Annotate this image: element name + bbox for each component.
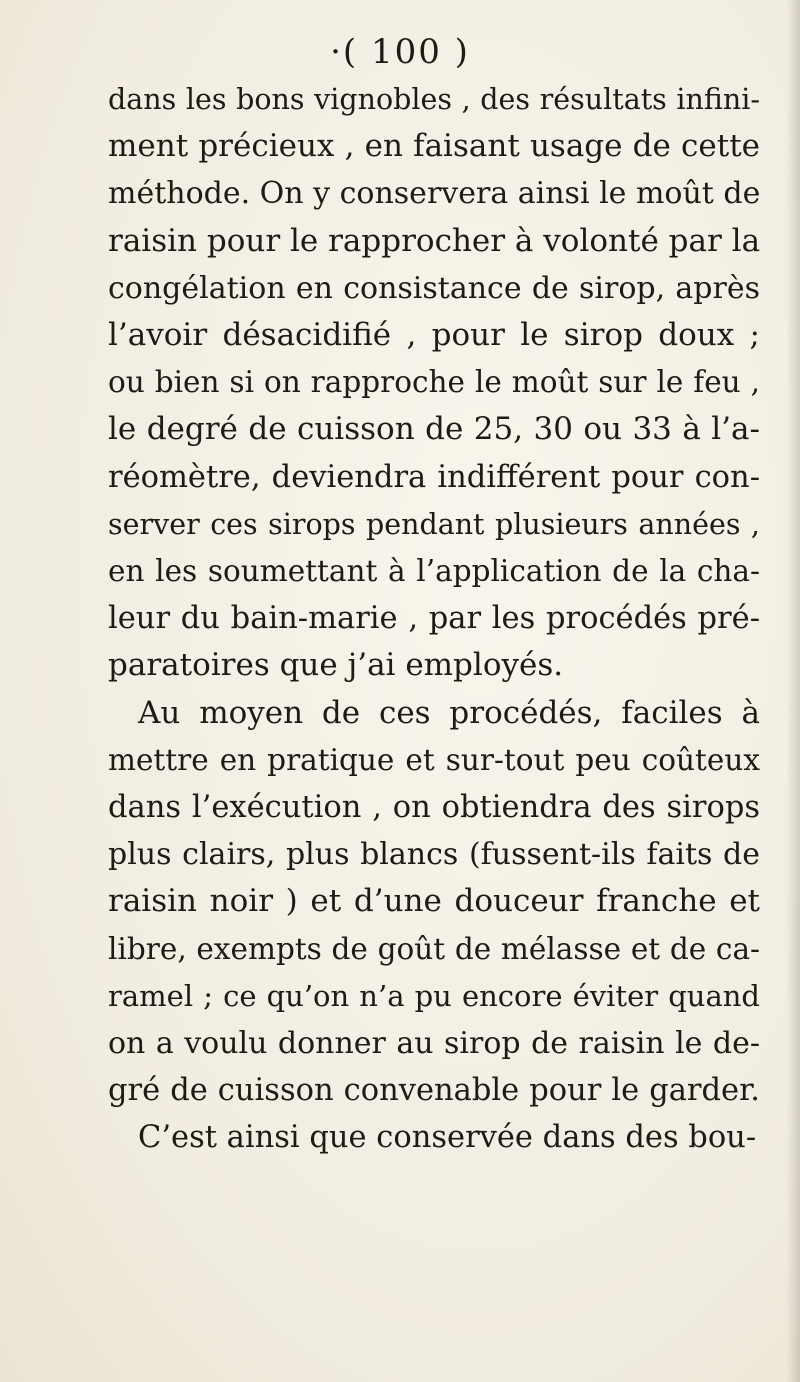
text-line: réomètre, deviendra indifférent pour con- xyxy=(108,459,760,495)
text-line: ment précieux , en faisant usage de cette xyxy=(108,128,760,165)
text-line: dans les bons vignobles , des résultats infini- xyxy=(108,83,760,116)
text-line: server ces sirops pendant plusieurs années , xyxy=(108,507,760,541)
text-line: congélation en consistance de sirop, après xyxy=(108,270,760,306)
text-line: en les soumettant à l’application de la cha- xyxy=(108,554,760,589)
text-line: le degré de cuisson de 25, 30 ou 33 à l’a- xyxy=(108,411,760,448)
page-number: ·( 100 ) xyxy=(330,32,470,72)
text-line: on a voulu donner au sirop de raisin le de- xyxy=(108,1026,760,1062)
text-line: ou bien si on rapproche le moût sur le feu , xyxy=(108,365,760,400)
text-line: plus clairs, plus blancs (fussent-ils faits de xyxy=(108,837,760,873)
text-line: mettre en pratique et sur-tout peu coûteux xyxy=(108,742,760,777)
text-line: leur du bain-marie , par les procédés pré- xyxy=(108,601,760,637)
text-line: ramel ; ce qu’on n’a pu encore éviter quand xyxy=(108,978,760,1013)
text-line: libre, exempts de goût de mélasse et de ca- xyxy=(108,931,760,966)
text-line: raisin noir ) et d’une douceur franche et xyxy=(108,883,760,920)
text-line: gré de cuisson convenable pour le garder. xyxy=(108,1073,760,1109)
text-line: raisin pour le rapprocher à volonté par la xyxy=(108,222,761,259)
text-line: C’est ainsi que conservée dans des bou- xyxy=(138,1120,757,1156)
text-line: paratoires que j’ai employés. xyxy=(108,647,564,684)
paragraph-2 xyxy=(108,690,760,1162)
body-text xyxy=(108,76,760,1162)
page-edge-shadow xyxy=(786,0,800,1382)
text-line: Au moyen de ces procédés, faciles à xyxy=(138,694,760,731)
paragraph-1 xyxy=(108,76,760,690)
text-line: méthode. On y conservera ainsi le moût de xyxy=(108,176,761,212)
text-line: dans l’exécution , on obtiendra des sirops xyxy=(108,790,760,826)
text-line: l’avoir désacidifié , pour le sirop doux ; xyxy=(108,317,760,354)
